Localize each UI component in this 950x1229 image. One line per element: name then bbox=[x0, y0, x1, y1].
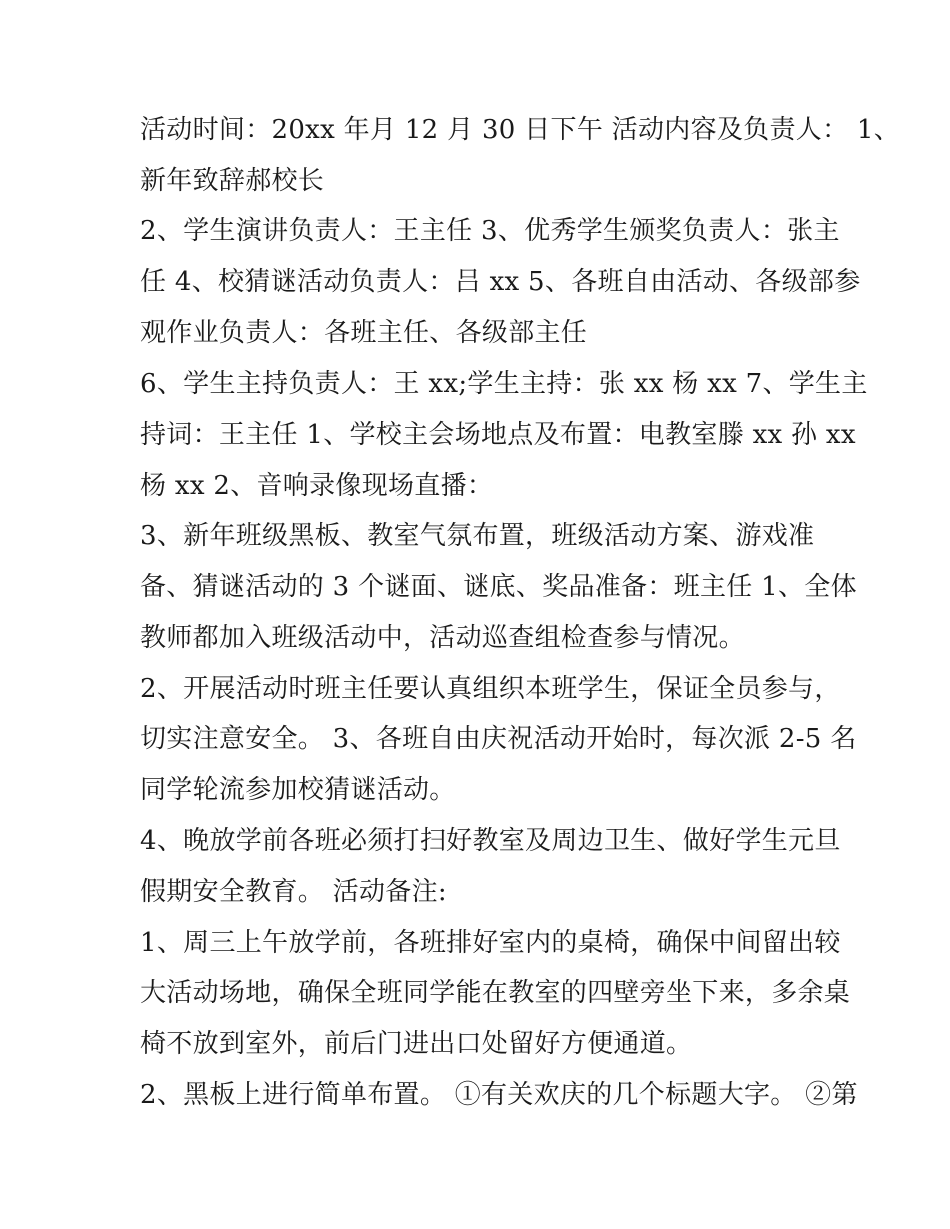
text-line: 4、晚放学前各班必须打扫好教室及周边卫生、做好学生元旦 bbox=[140, 826, 841, 856]
text-line: 1、周三上午放学前，各班排好室内的桌椅，确保中间留出较 bbox=[140, 928, 841, 958]
text-line: 2、学生演讲负责人：王主任 3、优秀学生颁奖负责人：张主 bbox=[140, 216, 840, 246]
text-line: 6、学生主持负责人：王 xx;学生主持：张 xx 杨 xx 7、学生主 bbox=[140, 369, 868, 399]
text-line: 活动时间：20xx 年月 12 月 30 日下午 活动内容及负责人： 1、 bbox=[140, 115, 901, 145]
text-line: 备、猜谜活动的 3 个谜面、谜底、奖品准备：班主任 1、全体 bbox=[140, 572, 857, 602]
text-line: 切实注意安全。 3、各班自由庆祝活动开始时，每次派 2-5 名 bbox=[140, 724, 857, 754]
text-line: 持词：王主任 1、学校主会场地点及布置：电教室滕 xx 孙 xx bbox=[140, 420, 856, 450]
text-line: 2、开展活动时班主任要认真组织本班学生，保证全员参与， bbox=[140, 674, 841, 704]
text-line: 观作业负责人：各班主任、各级部主任 bbox=[140, 318, 588, 348]
text-line: 杨 xx 2、音响录像现场直播： bbox=[140, 471, 494, 501]
text-line: 大活动场地，确保全班同学能在教室的四壁旁坐下来，多余桌 bbox=[140, 978, 851, 1008]
text-line: 椅不放到室外，前后门进出口处留好方便通道。 bbox=[140, 1029, 693, 1059]
text-line: 任 4、校猜谜活动负责人：吕 xx 5、各班自由活动、各级部参 bbox=[140, 267, 861, 297]
text-line: 2、黑板上进行简单布置。 ①有关欢庆的几个标题大字。 ②第 bbox=[140, 1080, 858, 1110]
text-line: 教师都加入班级活动中，活动巡查组检查参与情况。 bbox=[140, 623, 745, 653]
text-line: 同学轮流参加校猜谜活动。 bbox=[140, 775, 456, 805]
text-line: 新年致辞郝校长 bbox=[140, 166, 325, 196]
text-line: 3、新年班级黑板、教室气氛布置，班级活动方案、游戏准 bbox=[140, 521, 815, 551]
text-line: 假期安全教育。 活动备注: bbox=[140, 877, 447, 907]
